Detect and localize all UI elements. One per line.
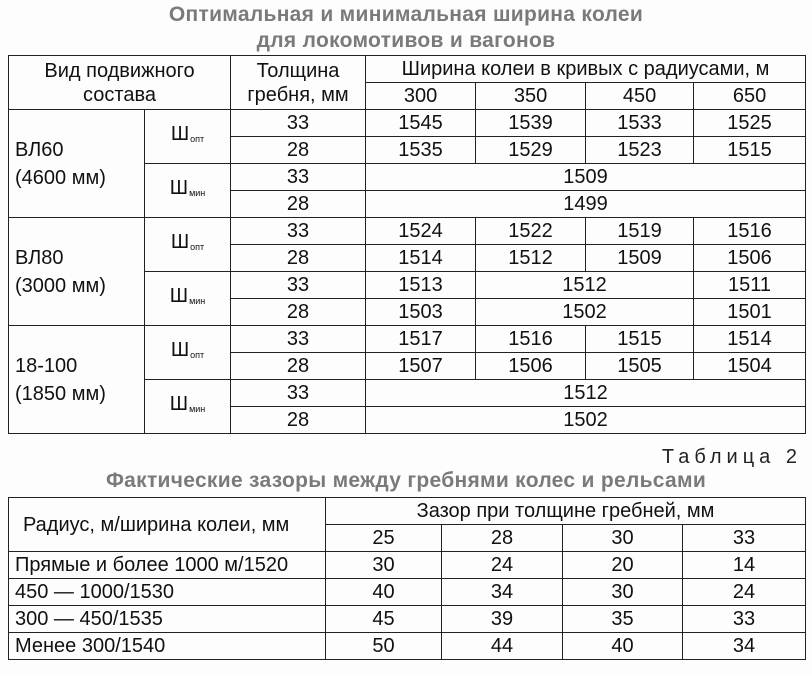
flange-cell: 33 — [231, 326, 366, 353]
value-cell: 34 — [683, 633, 806, 660]
table-row — [9, 552, 806, 579]
value-cell: 1511 — [694, 272, 806, 299]
value-cell: 40 — [326, 579, 442, 606]
value-cell: 1535 — [366, 137, 476, 164]
table-row — [9, 579, 806, 606]
header-radius: 350 — [476, 83, 586, 110]
sym-opt: $Ш_{опт}$ — [145, 326, 231, 380]
value-cell: 24 — [683, 579, 806, 606]
value-cell: 35 — [563, 606, 683, 633]
value-cell: 30 — [326, 552, 442, 579]
value-cell: 1509 — [586, 245, 694, 272]
flange-cell: 28 — [231, 407, 366, 434]
value-cell: 24 — [442, 552, 563, 579]
row-label: Менее 300/1540 — [9, 633, 326, 660]
stock-label — [9, 326, 145, 434]
value-cell: 1523 — [586, 137, 694, 164]
sym-min: $Ш_{мин}$ — [145, 272, 231, 326]
header-stock: Вид подвижного состава — [9, 56, 231, 110]
value-cell: 1504 — [694, 353, 806, 380]
flange-cell: 33 — [231, 380, 366, 407]
row-label: 450 — 1000/1530 — [9, 579, 326, 606]
value-cell: 1509 — [366, 164, 806, 191]
flange-cell: 28 — [231, 245, 366, 272]
gap-table — [8, 497, 806, 660]
flange-cell: 28 — [231, 299, 366, 326]
value-cell: 1529 — [476, 137, 586, 164]
stock-length: (1850 мм) — [15, 382, 106, 405]
value-cell: 1512 — [366, 380, 806, 407]
value-cell: 1505 — [586, 353, 694, 380]
value-cell: 45 — [326, 606, 442, 633]
flange-cell: 33 — [231, 164, 366, 191]
value-cell: 14 — [683, 552, 806, 579]
value-cell: 44 — [442, 633, 563, 660]
stock-name: ВЛ80 — [15, 246, 64, 269]
value-cell: 1539 — [476, 110, 586, 137]
stock-length: (3000 мм) — [15, 274, 106, 297]
table2-title: Фактические зазоры между гребнями колес и рельсами — [105, 469, 707, 492]
sym-opt: $Ш_{опт}$ — [145, 218, 231, 272]
value-cell: 50 — [326, 633, 442, 660]
header-radius-width: Радиус, м/ширина колеи, мм — [9, 498, 326, 552]
value-cell: 1502 — [476, 299, 694, 326]
table-row — [9, 606, 806, 633]
table-row — [9, 633, 806, 660]
value-cell: 1516 — [476, 326, 586, 353]
stock-label — [9, 218, 145, 326]
value-cell: 20 — [563, 552, 683, 579]
value-cell: 39 — [442, 606, 563, 633]
header-radius: 450 — [586, 83, 694, 110]
header-thickness: 25 — [326, 525, 442, 552]
value-cell: 1503 — [366, 299, 476, 326]
flange-cell: 28 — [231, 191, 366, 218]
stock-label — [9, 110, 145, 218]
value-cell: 1524 — [366, 218, 476, 245]
flange-cell: 28 — [231, 137, 366, 164]
stock-name: ВЛ60 — [15, 138, 64, 161]
header-width: Ширина колеи в кривых с радиусами, м — [366, 56, 806, 83]
table2-label: Таблица 2 — [661, 446, 802, 468]
sym-min: $Ш_{мин}$ — [145, 380, 231, 434]
header-gap: Зазор при толщине гребней, мм — [326, 498, 806, 525]
value-cell: 40 — [563, 633, 683, 660]
sym-opt: $Ш_{опт}$ — [145, 110, 231, 164]
table1-title-line1: Оптимальная и минимальная ширина колеи — [168, 3, 644, 26]
sym-min: $Ш_{мин}$ — [145, 164, 231, 218]
header-flange: Толщина гребня, мм — [231, 56, 366, 110]
value-cell: 1519 — [586, 218, 694, 245]
value-cell: 1501 — [694, 299, 806, 326]
header-thickness: 33 — [683, 525, 806, 552]
flange-cell: 28 — [231, 353, 366, 380]
value-cell: 1506 — [476, 353, 586, 380]
value-cell: 1514 — [694, 326, 806, 353]
stock-length: (4600 мм) — [15, 166, 106, 189]
value-cell: 30 — [563, 579, 683, 606]
value-cell: 1515 — [694, 137, 806, 164]
value-cell: 1512 — [476, 272, 694, 299]
value-cell: 1499 — [366, 191, 806, 218]
value-cell: 34 — [442, 579, 563, 606]
value-cell: 1513 — [366, 272, 476, 299]
track-width-table — [8, 55, 806, 434]
header-thickness: 30 — [563, 525, 683, 552]
header-radius: 650 — [694, 83, 806, 110]
value-cell: 1533 — [586, 110, 694, 137]
header-radius: 300 — [366, 83, 476, 110]
flange-cell: 33 — [231, 272, 366, 299]
row-label: 300 — 450/1535 — [9, 606, 326, 633]
value-cell: 1515 — [586, 326, 694, 353]
value-cell: 1522 — [476, 218, 586, 245]
table1-title-line2: для локомотивов и вагонов — [256, 29, 556, 52]
value-cell: 1514 — [366, 245, 476, 272]
value-cell: 1525 — [694, 110, 806, 137]
stock-name: 18-100 — [15, 354, 78, 377]
value-cell: 1545 — [366, 110, 476, 137]
value-cell: 1506 — [694, 245, 806, 272]
value-cell: 1517 — [366, 326, 476, 353]
value-cell: 1512 — [476, 245, 586, 272]
value-cell: 33 — [683, 606, 806, 633]
value-cell: 1507 — [366, 353, 476, 380]
flange-cell: 33 — [231, 110, 366, 137]
header-thickness: 28 — [442, 525, 563, 552]
value-cell: 1502 — [366, 407, 806, 434]
value-cell: 1516 — [694, 218, 806, 245]
flange-cell: 33 — [231, 218, 366, 245]
row-label: Прямые и более 1000 м/1520 — [9, 552, 326, 579]
